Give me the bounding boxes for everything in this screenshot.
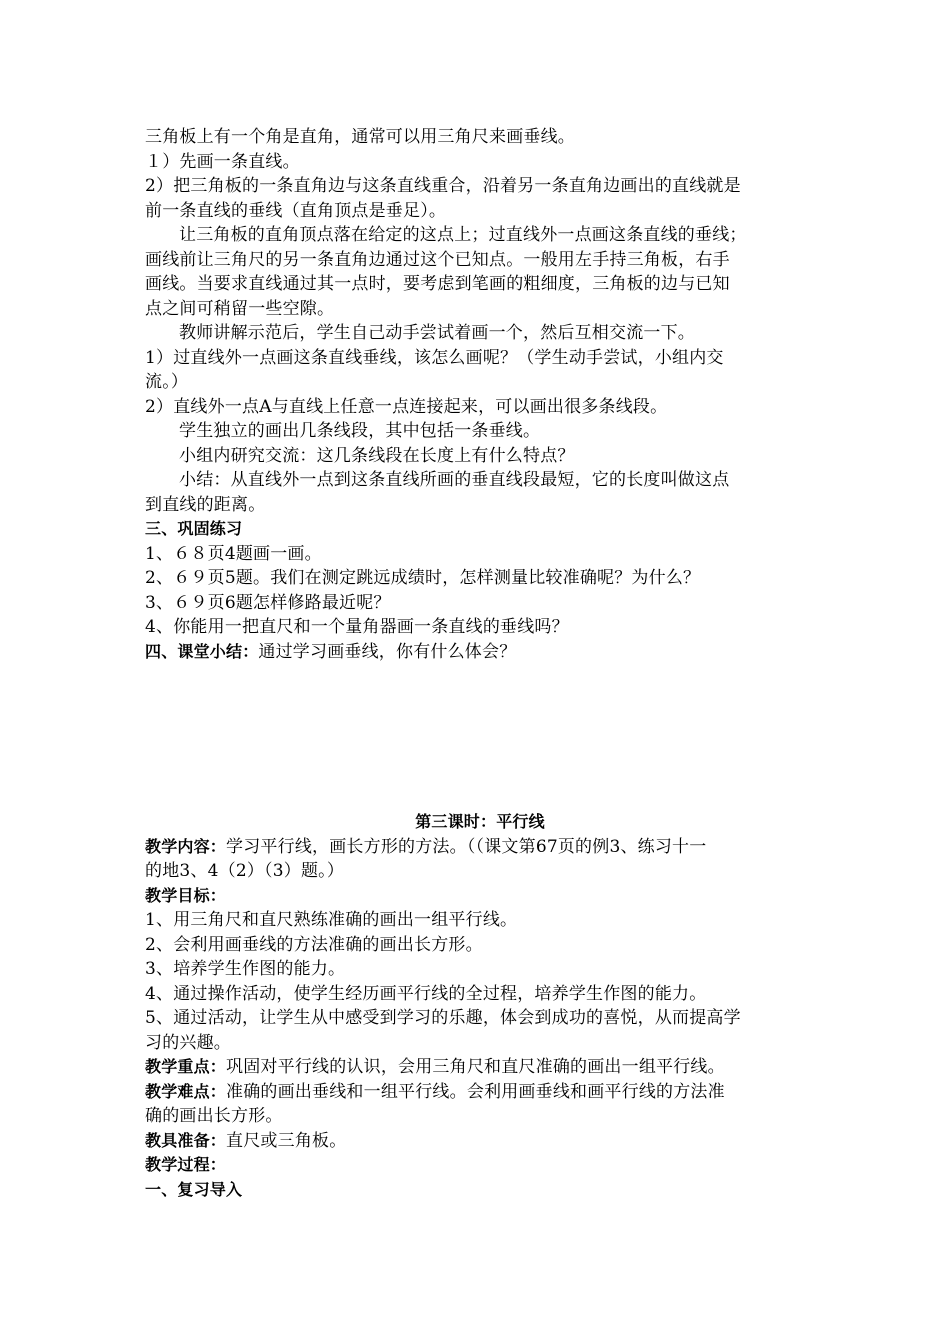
field-label: 教具准备： [145,1130,227,1150]
goal-item: 2、会利用画垂线的方法准确的画出长方形。 [145,934,483,955]
document-page [145,125,815,1202]
content-text: 学习平行线，画长方形的方法。（（课文第67页的例3、练习十一 [226,836,707,857]
difficulty-text: 准确的画出垂线和一组平行线。会利用画垂线和画平行线的方法准 [226,1081,725,1102]
question-line: 1）过直线外一点画这条直线垂线，该怎么画呢？（学生动手尝试，小组内交 [145,347,724,368]
text-line: 前一条直线的垂线（直角顶点是垂足）。 [145,200,447,221]
difficulty-line [145,1080,815,1105]
key-point-line [145,1055,815,1080]
difficulty-line: 确的画出长方形。 [145,1106,283,1126]
field-label: 教学内容： [145,836,227,856]
tools-text: 直尺或三角板。 [226,1130,347,1151]
question-line: 流。） [145,372,189,392]
spacer [145,664,815,810]
exercise-item: 2、６９页5题。我们在测定跳远成绩时，怎样测量比较准确呢？为什么？ [145,568,701,588]
content-line: 的地3、4（2）（3）题。） [145,861,345,881]
goal-item: 1、用三角尺和直尺熟练准确的画出一组平行线。 [145,910,518,930]
paragraph-line: 画线。当要求直线通过其一点时，要考虑到笔画的粗细度，三角板的边与已知 [145,274,730,294]
text-line: 三角板上有一个角是直角，通常可以用三角尺来画垂线。 [145,127,575,147]
field-label: 教学过程： [145,1155,227,1174]
field-label: 教学难点： [145,1081,227,1101]
section-heading: 三、巩固练习 [145,519,243,538]
goal-item: 习的兴趣。 [145,1032,231,1053]
field-label: 教学重点： [145,1057,227,1076]
exercise-item: 3、６９页6题怎样修路最近呢？ [145,592,391,613]
text-line: 2）把三角板的一条直角边与这条直线重合，沿着另一条直角边画出的直线就是 [145,176,741,196]
question-line: 2）直线外一点A与直线上任意一点连接起来，可以画出很多条线段。 [145,396,668,417]
goal-item: 3、培养学生作图的能力。 [145,959,346,979]
summary-line: 小结：从直线外一点到这条直线所画的垂直线段最短，它的长度叫做这点 [179,470,730,490]
paragraph-line: 点之间可稍留一些空隙。 [145,298,335,319]
content-line [145,835,815,860]
text-line: １）先画一条直线。 [145,151,300,172]
paragraph-line: 学生独立的画出几条线段，其中包括一条垂线。 [179,421,541,441]
section-heading: 一、复习导入 [145,1179,243,1199]
paragraph-line: 画线前让三角尺的另一条直角边通过这个已知点。一般用左手持三角板，右手 [145,249,730,270]
field-label: 教学目标： [145,885,227,905]
summary-heading-line [145,640,815,665]
goal-item: 4、通过操作活动，使学生经历画平行线的全过程，培养学生作图的能力。 [145,983,707,1004]
paragraph-line: 让三角板的直角顶点落在给定的这点上；过直线外一点画这条直线的垂线； [179,225,747,245]
summary-line: 到直线的距离。 [145,494,266,515]
section-heading: 四、课堂小结： [145,641,259,661]
paragraph-line: 小组内研究交流：这几条线段在长度上有什么特点？ [179,445,575,466]
goal-item: 5、通过活动，让学生从中感受到学习的乐趣，体会到成功的喜悦，从而提高学 [145,1008,741,1028]
lesson-title: 第三课时：平行线 [415,812,545,831]
summary-text: 通过学习画垂线，你有什么体会？ [258,641,517,662]
exercise-item: 1、６８页4题画一画。 [145,543,322,564]
exercise-item: 4、你能用一把直尺和一个量角器画一条直线的垂线吗？ [145,617,569,637]
key-point-text: 巩固对平行线的认识，会用三角尺和直尺准确的画出一组平行线。 [226,1057,725,1077]
tools-line [145,1129,815,1154]
paragraph-line: 教师讲解示范后，学生自己动手尝试着画一个，然后互相交流一下。 [179,323,695,343]
